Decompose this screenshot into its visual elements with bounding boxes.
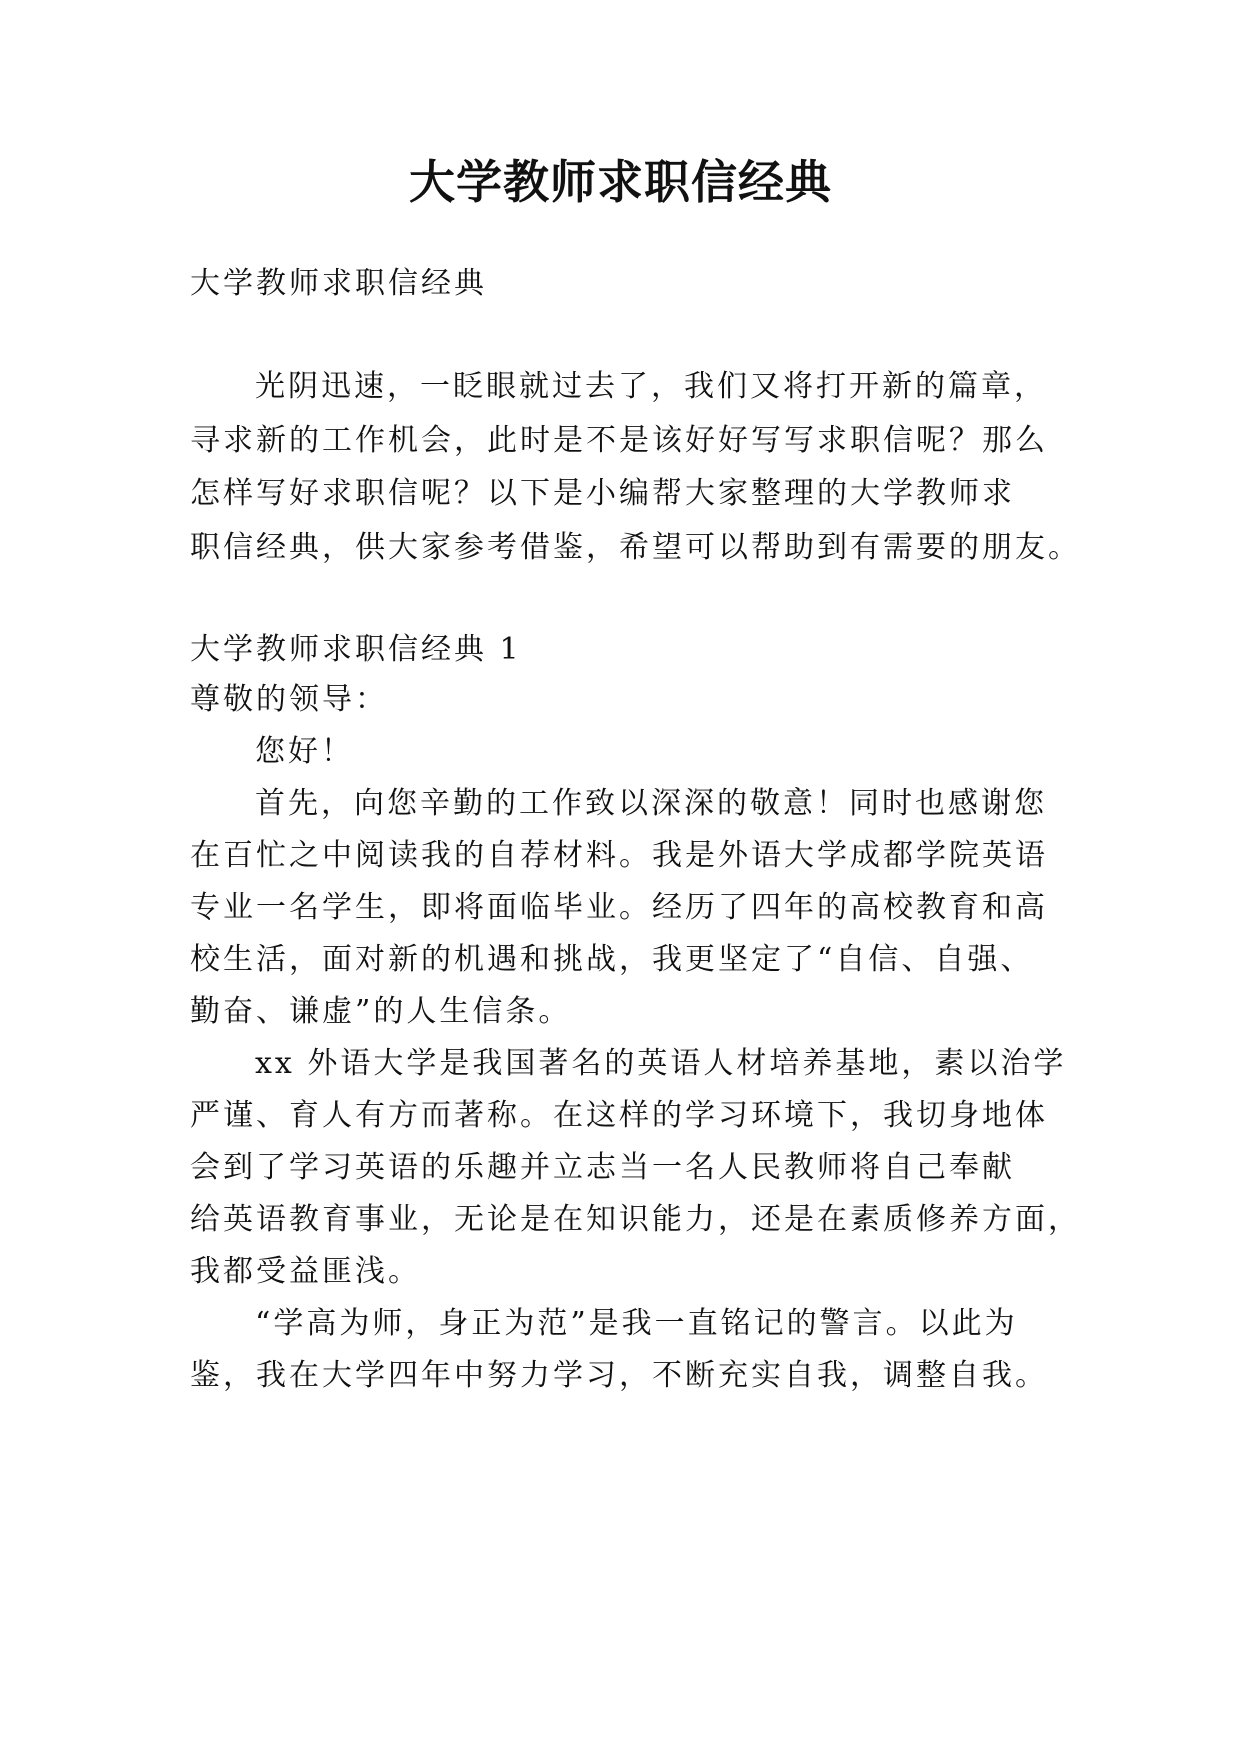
paragraph-line: 勤奋、谦虚”的人生信条。 [190, 994, 572, 1029]
paragraph-line: 严谨、育人有方而著称。在这样的学习环境下，我切身地体 [190, 1098, 1048, 1133]
paragraph-line: 专业一名学生，即将面临毕业。经历了四年的高校教育和高 [190, 890, 1048, 925]
intro-line: 怎样写好求职信呢？以下是小编帮大家整理的大学教师求 [190, 476, 1015, 511]
salutation: 尊敬的领导： [190, 682, 388, 717]
paragraph-line: “学高为师，身正为范”是我一直铭记的警言。以此为 [255, 1306, 1018, 1341]
paragraph-line: 鉴，我在大学四年中努力学习，不断充实自我，调整自我。 [190, 1358, 1048, 1393]
document-subtitle: 大学教师求职信经典 [190, 266, 487, 301]
intro-line: 光阴迅速，一眨眼就过去了，我们又将打开新的篇章， [255, 369, 1047, 404]
paragraph-line: 校生活，面对新的机遇和挑战，我更坚定了“自信、自强、 [190, 942, 1034, 977]
greeting: 您好！ [255, 734, 354, 769]
section-heading: 大学教师求职信经典 1 [190, 632, 522, 667]
document-title: 大学教师求职信经典 [409, 155, 832, 209]
paragraph-line: 我都受益匪浅。 [190, 1254, 421, 1289]
intro-line: 职信经典，供大家参考借鉴，希望可以帮助到有需要的朋友。 [190, 530, 1081, 565]
intro-line: 寻求新的工作机会，此时是不是该好好写写求职信呢？那么 [190, 423, 1048, 458]
paragraph-line: 会到了学习英语的乐趣并立志当一名人民教师将自己奉献 [190, 1150, 1015, 1185]
paragraph-line: 给英语教育事业，无论是在知识能力，还是在素质修养方面， [190, 1202, 1081, 1237]
paragraph-line: 首先，向您辛勤的工作致以深深的敬意！同时也感谢您 [255, 786, 1047, 821]
paragraph-line: 在百忙之中阅读我的自荐材料。我是外语大学成都学院英语 [190, 838, 1048, 873]
paragraph-line: xx 外语大学是我国著名的英语人材培养基地，素以治学 [255, 1046, 1067, 1081]
